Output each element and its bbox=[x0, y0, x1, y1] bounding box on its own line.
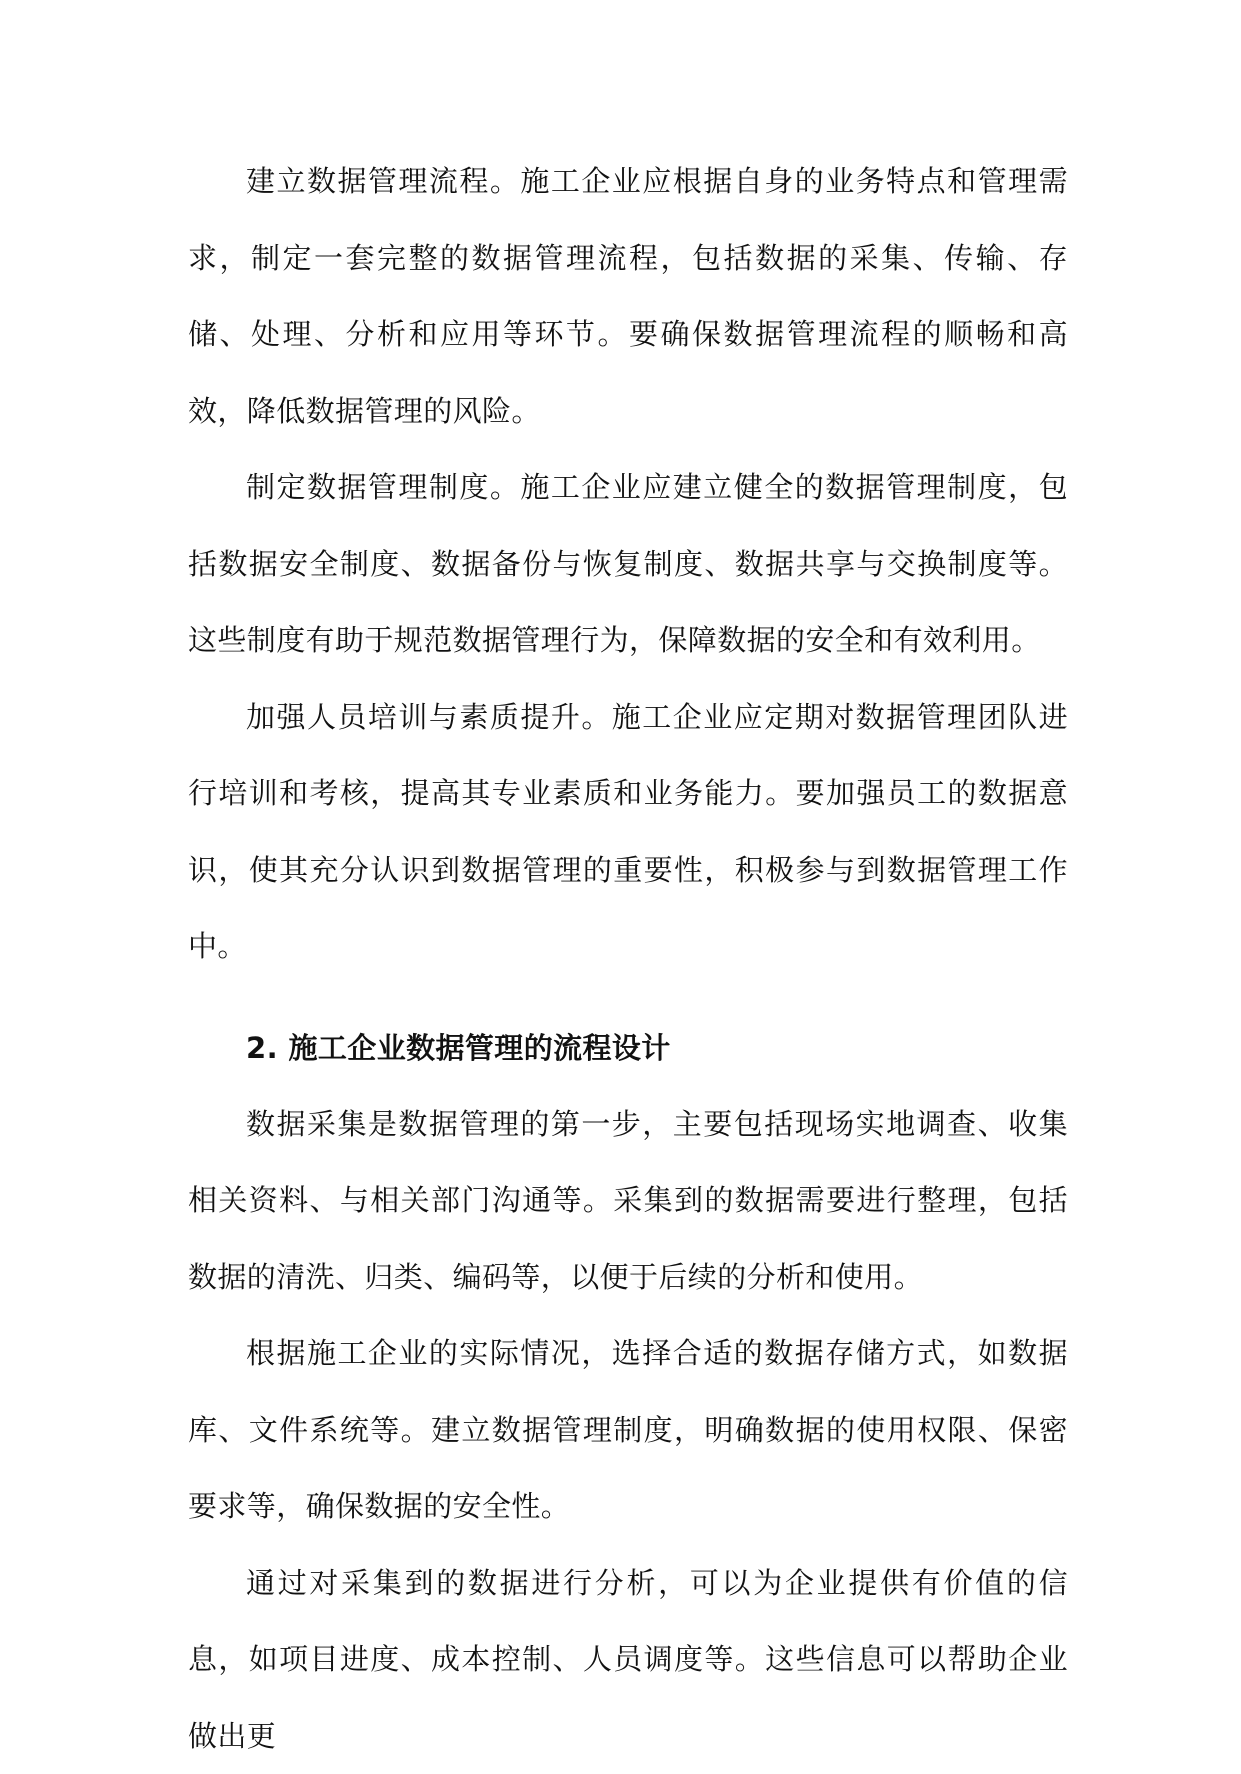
paragraph-data-management-system: 制定数据管理制度。施工企业应建立健全的数据管理制度，包括数据安全制度、数据备份与恢复制度、数据共享与交换制度等。这些制度有助于规范数据管理行为，保障数据的安全和有效利用。 bbox=[188, 449, 1068, 679]
document-body bbox=[188, 143, 1068, 1774]
paragraph-data-analysis: 通过对采集到的数据进行分析，可以为企业提供有价值的信息，如项目进度、成本控制、人员调度等。这些信息可以帮助企业做出更 bbox=[188, 1545, 1068, 1774]
paragraph-data-collection: 数据采集是数据管理的第一步，主要包括现场实地调查、收集相关资料、与相关部门沟通等。采集到的数据需要进行整理，包括数据的清洗、归类、编码等，以便于后续的分析和使用。 bbox=[188, 1086, 1068, 1316]
paragraph-staff-training: 加强人员培训与素质提升。施工企业应定期对数据管理团队进行培训和考核，提高其专业素质和业务能力。要加强员工的数据意识，使其充分认识到数据管理的重要性，积极参与到数据管理工作中。 bbox=[188, 679, 1068, 985]
paragraph-data-storage: 根据施工企业的实际情况，选择合适的数据存储方式，如数据库、文件系统等。建立数据管理制度，明确数据的使用权限、保密要求等，确保数据的安全性。 bbox=[188, 1315, 1068, 1545]
paragraph-data-management-process: 建立数据管理流程。施工企业应根据自身的业务特点和管理需求，制定一套完整的数据管理流程，包括数据的采集、传输、存储、处理、分析和应用等环节。要确保数据管理流程的顺畅和高效，降低数据管理的风险。 bbox=[188, 143, 1068, 449]
section-heading: 2. 施工企业数据管理的流程设计 bbox=[188, 1010, 1068, 1086]
